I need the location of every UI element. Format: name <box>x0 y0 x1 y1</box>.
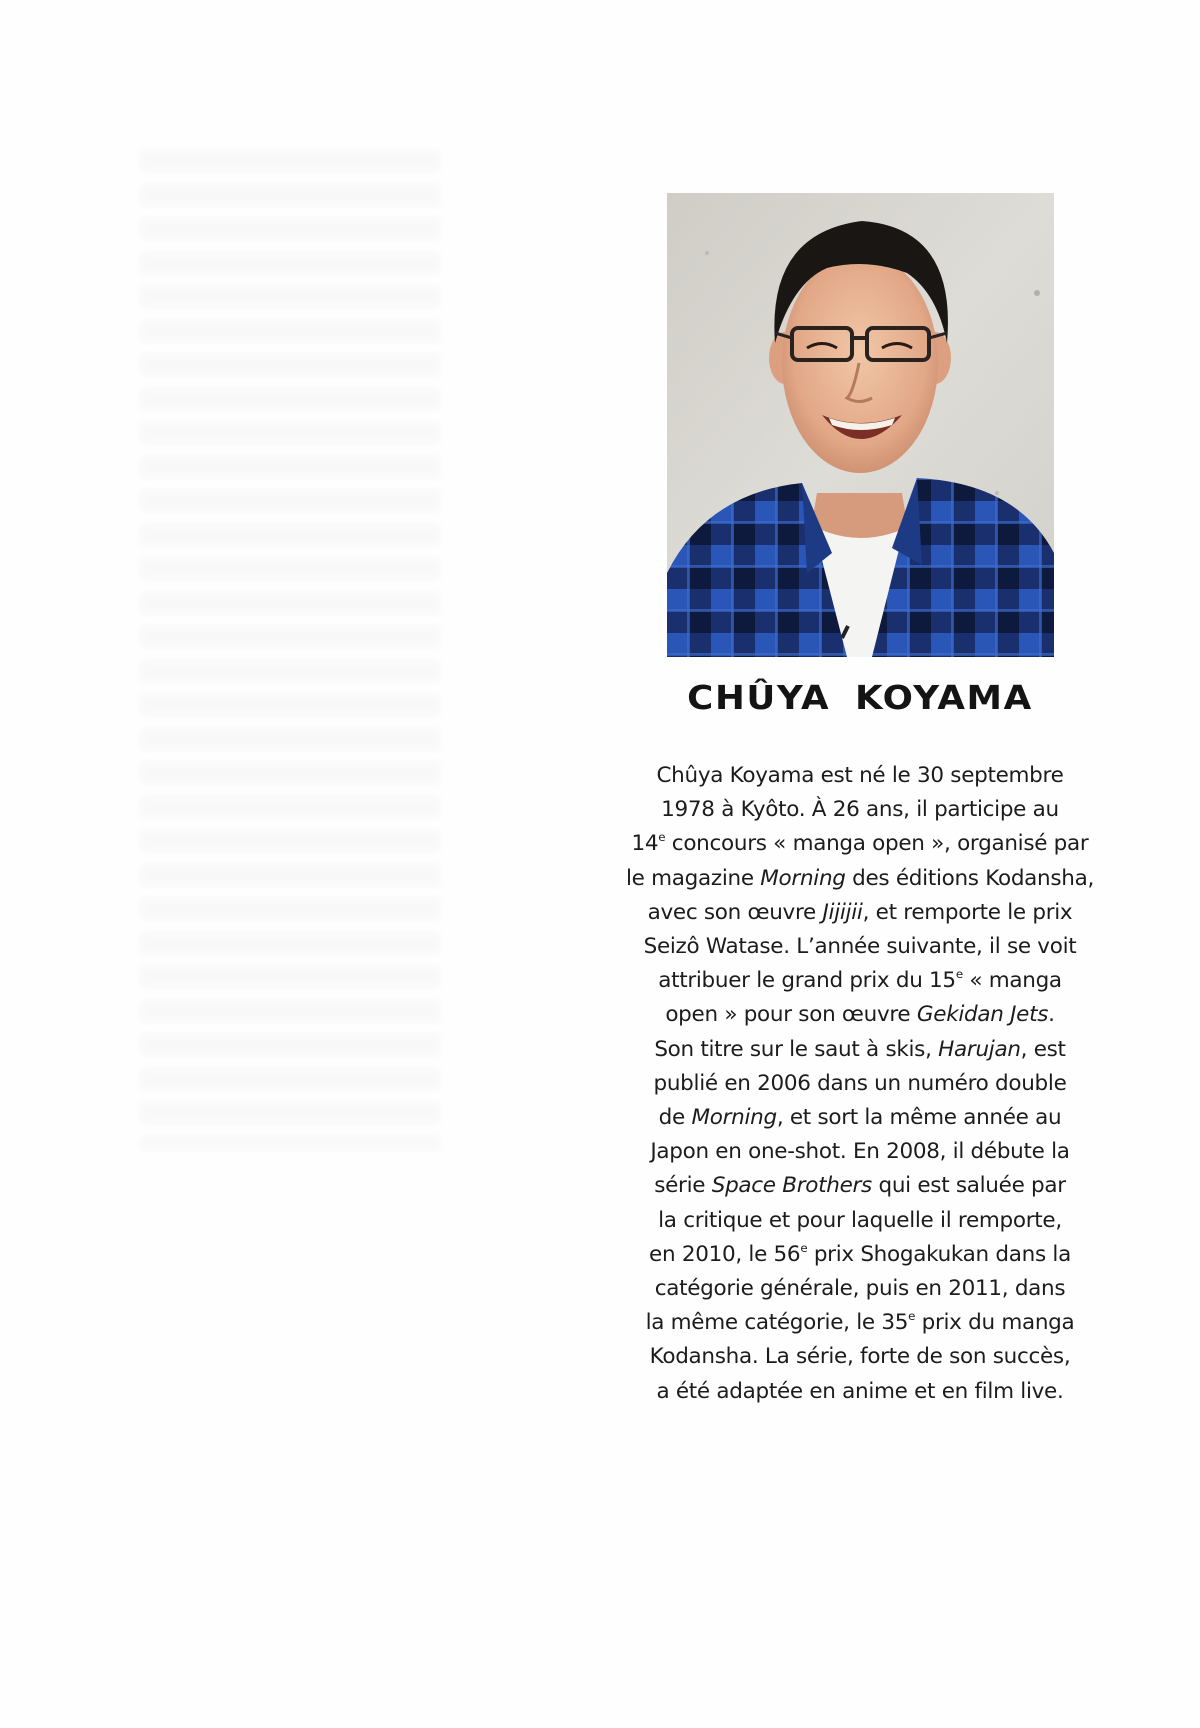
author-portrait-icon <box>667 193 1054 657</box>
bio-line: Son titre sur le saut à skis, Harujan, est <box>654 1036 1066 1062</box>
bio-line: en 2010, le 56e prix Shogakukan dans la <box>649 1240 1071 1267</box>
bio-line: open » pour son œuvre Gekidan Jets. <box>665 1002 1055 1028</box>
bio-line: Japon en one-shot. En 2008, il débute la <box>650 1139 1070 1165</box>
bio-line: 1978 à Kyôto. À 26 ans, il participe au <box>661 797 1059 823</box>
bio-line: Kodansha. La série, forte de son succès, <box>649 1344 1071 1370</box>
author-biography <box>590 759 1130 1409</box>
show-through-shadow <box>140 150 440 1150</box>
author-name: CHÛYA KOYAMA <box>687 678 1033 717</box>
author-photo <box>667 193 1054 657</box>
bio-line: attribuer le grand prix du 15e « manga <box>658 967 1062 994</box>
bio-line: 14e concours « manga open », organisé par <box>631 830 1089 857</box>
bio-line: le magazine Morning des éditions Kodansha, <box>625 865 1095 891</box>
bio-line: avec son œuvre Jijijii, et remporte le prix <box>647 899 1073 925</box>
bio-line: la critique et pour laquelle il remporte, <box>658 1207 1062 1233</box>
bio-line: publié en 2006 dans un numéro double <box>653 1070 1067 1096</box>
bio-line: série Space Brothers qui est saluée par <box>654 1173 1066 1199</box>
bio-line: de Morning, et sort la même année au <box>658 1105 1062 1131</box>
bio-line: la même catégorie, le 35e prix du manga <box>645 1309 1075 1336</box>
bio-line: a été adaptée en anime et en film live. <box>656 1378 1064 1404</box>
bio-line: Chûya Koyama est né le 30 septembre <box>656 763 1064 788</box>
bio-line: Seizô Watase. L’année suivante, il se voit <box>643 934 1077 960</box>
bio-line: catégorie générale, puis en 2011, dans <box>654 1276 1066 1302</box>
